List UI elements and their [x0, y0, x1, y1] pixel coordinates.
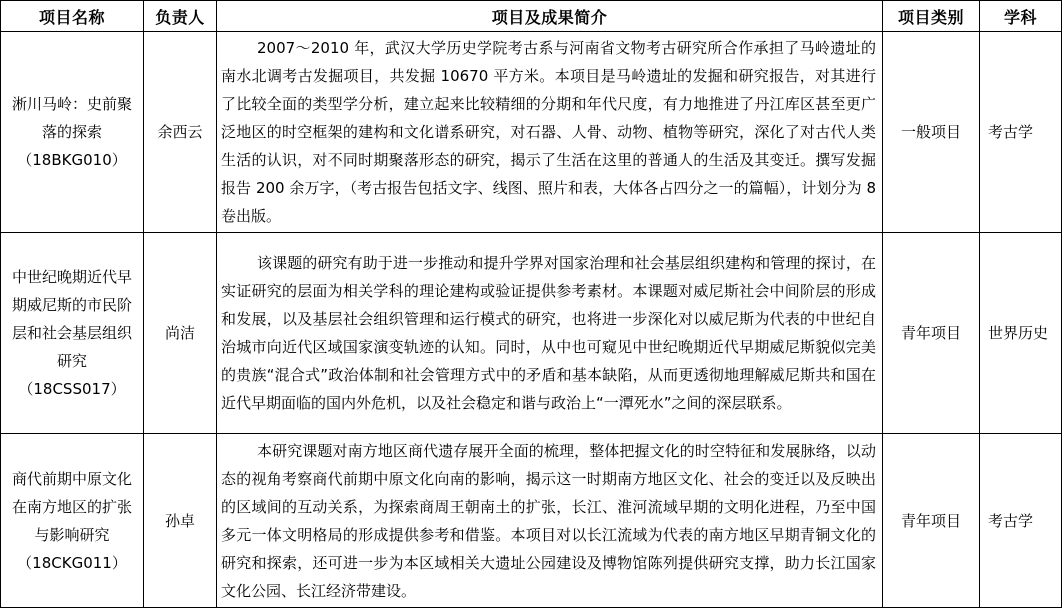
header-leader: 负责人 [144, 1, 217, 32]
subject-cell: 考古学 [980, 434, 1062, 608]
project-code: （18BKG010） [17, 151, 127, 169]
project-name-cell [1, 434, 144, 608]
summary-text: 本研究课题对南方地区商代遗存展开全面的梳理，整体把握文化的时空特征和发展脉络，以动态的视角考察商代前期中原文化向南的影响，揭示这一时期南方地区文化、社会的变迁以及反映出的区域间的互动关系，为探索商周王朝南土的扩张，长江、淮河流域早期的文明化进程，乃至中国多元一体文明格局的形成提供参考和借鉴。本项目对以长江流域为代表的南方地区早期青铜文化的研究和探索，还可进一步为本区域相关大遗址公园建设及博物馆陈列提供研究支撑，助力长江国家文化公园、长江经济带建设。 [221, 441, 876, 600]
header-type: 项目类别 [883, 1, 980, 32]
summary-text: 2007～2010 年，武汉大学历史学院考古系与河南省文物考古研究所合作承担了马岭遗址的南水北调考古发掘项目，共发掘 10670 平方米。本项目是马岭遗址的发掘和研究报告，对其进行了比较全面的类型学分析，建立起来比较精细的分期和年代尺度，有力地推进了丹江库区甚至更广泛地区的时空框架的建构和文化谱系研究，对石器、人骨、动物、植物等研究，深化了对古代人类生活的认识，对不同时期聚落形态的研究，揭示了生活在这里的普通人的生活及其变迁。撰写发掘报告 200 余万字，（考古报告包括文字、线图、照片和表，大体各占四分之一的篇幅），计划分为 8 卷出版。 [221, 39, 876, 225]
project-name: 淅川马岭：史前聚落的探索 [11, 95, 132, 141]
header-subject: 学科 [980, 1, 1062, 32]
table-row [1, 434, 1062, 608]
project-code: （18CKG011） [17, 553, 127, 572]
table-header-row [1, 1, 1062, 32]
project-name-cell [1, 32, 144, 233]
leader-cell: 尚洁 [144, 233, 217, 434]
type-cell: 青年项目 [883, 434, 980, 608]
project-name-cell [1, 233, 144, 434]
type-cell: 青年项目 [883, 233, 980, 434]
leader-cell: 孙卓 [144, 434, 217, 608]
subject-cell: 世界历史 [980, 233, 1062, 434]
summary-cell [217, 32, 883, 233]
header-summary: 项目及成果简介 [217, 1, 883, 32]
leader-cell: 余西云 [144, 32, 217, 233]
project-name: 中世纪晚期近代早期威尼斯的市民阶层和社会基层组织研究 [11, 268, 132, 370]
table-row [1, 233, 1062, 434]
project-name: 商代前期中原文化在南方地区的扩张与影响研究 [11, 469, 132, 544]
table-row [1, 32, 1062, 233]
summary-text: 该课题的研究有助于进一步推动和提升学界对国家治理和社会基层组织建构和管理的探讨，在实证研究的层面为相关学科的理论建构或验证提供参考素材。本课题对威尼斯社会中间阶层的形成和发展，以及基层社会组织管理和运行模式的研究，也将进一步深化对以威尼斯为代表的中世纪自治城市向近代区域国家演变轨迹的认知。同时，从中也可窥见中世纪晚期近代早期威尼斯貌似完美的贵族“混合式”政治体制和社会管理方式中的矛盾和基本缺陷，从而更透彻地理解威尼斯共和国在近代早期面临的国内外危机，以及社会稳定和谐与政治上“一潭死水”之间的深层联系。 [221, 254, 876, 412]
project-code: （18CSS017） [18, 380, 126, 398]
subject-cell: 考古学 [980, 32, 1062, 233]
header-project-name: 项目名称 [1, 1, 144, 32]
summary-cell [217, 434, 883, 608]
type-cell: 一般项目 [883, 32, 980, 233]
summary-cell [217, 233, 883, 434]
